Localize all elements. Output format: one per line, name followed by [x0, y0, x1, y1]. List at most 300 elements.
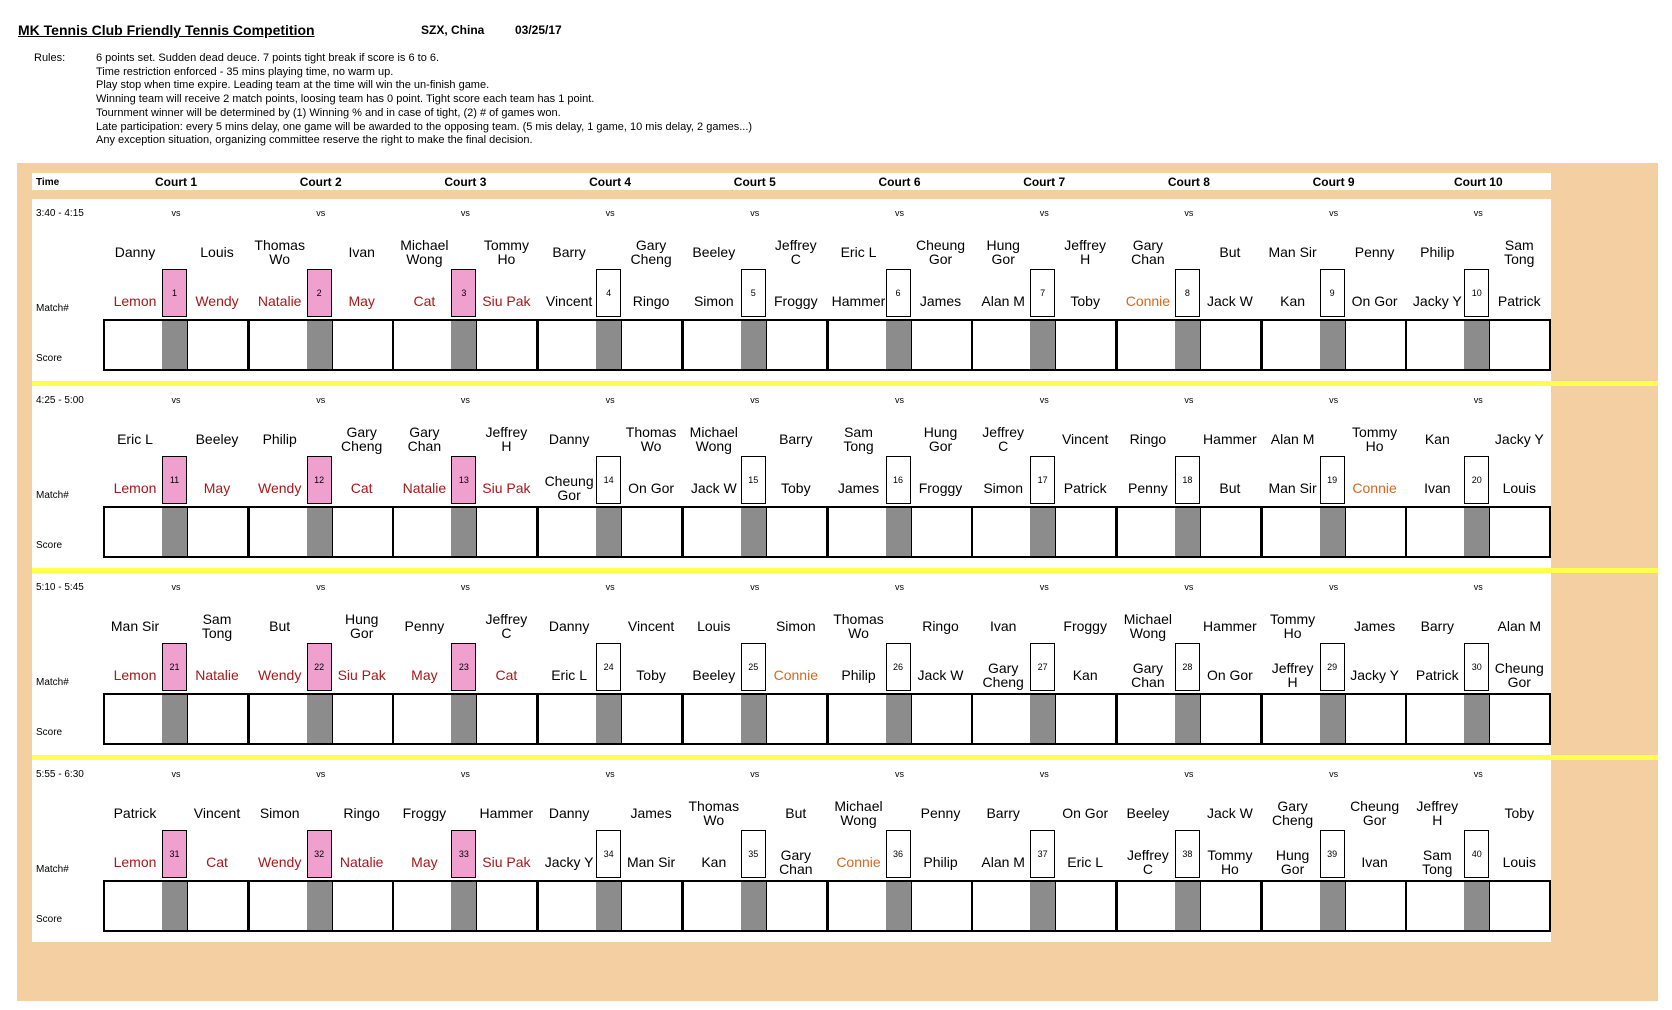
- partner-2: Patrick: [1497, 293, 1541, 309]
- partner-2: Natalie: [339, 854, 384, 870]
- player-1: Thomas Wo: [254, 237, 305, 267]
- score-right-field[interactable]: [476, 695, 537, 743]
- match-cell: [971, 573, 1117, 755]
- player-2: Jeffrey C: [774, 237, 817, 267]
- partner-1: May: [411, 854, 438, 870]
- score-box[interactable]: [1116, 319, 1262, 371]
- score-left-field[interactable]: [394, 508, 452, 556]
- score-box[interactable]: [971, 693, 1117, 745]
- score-box[interactable]: [103, 693, 249, 745]
- score-divider: [162, 695, 187, 743]
- score-box[interactable]: [682, 506, 828, 558]
- match-cell: [392, 760, 538, 942]
- player-2: Simon: [775, 618, 816, 634]
- match-cell: [971, 199, 1117, 381]
- score-right-field[interactable]: [1055, 508, 1116, 556]
- vs-label: vs: [316, 769, 326, 779]
- score-left-field[interactable]: [684, 508, 742, 556]
- score-left-field[interactable]: [250, 695, 308, 743]
- partner-1: Lemon: [113, 480, 157, 496]
- score-box[interactable]: [1116, 693, 1262, 745]
- score-box[interactable]: [1261, 319, 1407, 371]
- rules-label: Rules:: [34, 52, 66, 64]
- vs-label: vs: [316, 208, 326, 218]
- score-right-field[interactable]: [911, 695, 972, 743]
- score-box[interactable]: [537, 506, 683, 558]
- score-left-field[interactable]: [1118, 508, 1176, 556]
- player-2: Tommy Ho: [1352, 424, 1398, 454]
- player-1: Barry: [1420, 618, 1455, 634]
- score-right-field[interactable]: [1055, 321, 1116, 369]
- score-box[interactable]: [1405, 506, 1551, 558]
- score-right-field[interactable]: [332, 508, 393, 556]
- score-divider: [741, 321, 766, 369]
- score-left-field[interactable]: [394, 321, 452, 369]
- score-divider: [307, 695, 332, 743]
- match-number: 33: [451, 830, 476, 878]
- partner-2: Cheung Gor: [1494, 660, 1544, 690]
- match-number: 37: [1030, 830, 1055, 878]
- match-number: 26: [886, 643, 911, 691]
- score-left-field[interactable]: [394, 695, 452, 743]
- score-right-field[interactable]: [1489, 882, 1550, 930]
- match-number-label: Match#: [36, 677, 69, 688]
- score-divider: [1464, 321, 1489, 369]
- score-left-field[interactable]: [1407, 508, 1465, 556]
- vs-label: vs: [605, 208, 615, 218]
- score-box[interactable]: [392, 319, 538, 371]
- match-number-label: Match#: [36, 490, 69, 501]
- match-cell: [103, 386, 249, 568]
- score-right-field[interactable]: [766, 321, 827, 369]
- score-divider: [307, 508, 332, 556]
- rule-line: 6 points set. Sudden dead deuce. 7 points tight break if score is 6 to 6.: [96, 52, 440, 64]
- score-right-field[interactable]: [911, 882, 972, 930]
- score-right-field[interactable]: [1345, 321, 1406, 369]
- match-cell: [1261, 386, 1407, 568]
- score-divider: [162, 508, 187, 556]
- score-right-field[interactable]: [332, 321, 393, 369]
- match-number: 15: [741, 456, 766, 504]
- score-right-field[interactable]: [1055, 882, 1116, 930]
- match-cell: [1116, 386, 1262, 568]
- vs-label: vs: [895, 582, 904, 592]
- match-number: 39: [1320, 830, 1345, 878]
- partner-1: Natalie: [402, 480, 447, 496]
- score-box[interactable]: [971, 319, 1117, 371]
- partner-2: Siu Pak: [482, 293, 531, 309]
- match-number: 35: [741, 830, 766, 878]
- score-left-field[interactable]: [1263, 508, 1321, 556]
- score-left-field[interactable]: [973, 321, 1031, 369]
- score-left-field[interactable]: [105, 321, 163, 369]
- score-right-field[interactable]: [1200, 321, 1261, 369]
- score-right-field[interactable]: [621, 882, 682, 930]
- score-divider: [451, 508, 476, 556]
- score-left-field[interactable]: [829, 321, 887, 369]
- score-divider: [162, 882, 187, 930]
- partner-1: Simon: [983, 480, 1024, 496]
- partner-1: Wendy: [258, 667, 302, 683]
- player-2: James: [630, 805, 672, 821]
- player-1: Penny: [404, 618, 445, 634]
- player-2: Barry: [779, 431, 813, 447]
- match-cell: [1261, 199, 1407, 381]
- match-number: 32: [307, 830, 332, 878]
- score-right-field[interactable]: [476, 508, 537, 556]
- time-slot-value: 3:40 - 4:15: [36, 208, 84, 219]
- page-title: MK Tennis Club Friendly Tennis Competition: [18, 22, 315, 38]
- score-box[interactable]: [392, 693, 538, 745]
- partner-1: Sam Tong: [1422, 847, 1453, 877]
- match-number: 30: [1464, 643, 1489, 691]
- player-2: Jacky Y: [1494, 431, 1544, 447]
- score-left-field[interactable]: [1263, 321, 1321, 369]
- match-cell: [1261, 573, 1407, 755]
- score-right-field[interactable]: [621, 695, 682, 743]
- score-divider: [1320, 321, 1345, 369]
- score-left-field[interactable]: [684, 882, 742, 930]
- match-number: 19: [1320, 456, 1345, 504]
- player-2: Hammer: [1203, 618, 1257, 634]
- score-box[interactable]: [827, 880, 973, 932]
- score-box[interactable]: [537, 319, 683, 371]
- score-right-field[interactable]: [621, 508, 682, 556]
- score-left-field[interactable]: [829, 882, 887, 930]
- score-right-field[interactable]: [1345, 882, 1406, 930]
- rule-line: Time restriction enforced - 35 mins playing time, no warm up.: [96, 65, 394, 78]
- score-divider: [1175, 882, 1200, 930]
- score-right-field[interactable]: [1489, 508, 1550, 556]
- score-divider: [1030, 321, 1055, 369]
- match-cell: [392, 386, 538, 568]
- score-left-field[interactable]: [105, 882, 163, 930]
- vs-label: vs: [895, 769, 904, 779]
- time-slot-value: 5:55 - 6:30: [36, 769, 84, 780]
- vs-label: vs: [1473, 208, 1483, 218]
- score-left-field[interactable]: [1263, 882, 1321, 930]
- score-right-field[interactable]: [187, 695, 248, 743]
- partner-2: May: [203, 480, 231, 496]
- partner-2: Eric L: [1067, 854, 1104, 870]
- score-box[interactable]: [537, 880, 683, 932]
- partner-1: Jacky Y: [1412, 293, 1462, 309]
- score-right-field[interactable]: [911, 508, 972, 556]
- partner-1: Alan M: [981, 293, 1025, 309]
- score-box[interactable]: [1116, 506, 1262, 558]
- player-1: Michael Wong: [689, 424, 738, 454]
- score-divider: [1464, 695, 1489, 743]
- score-divider: [1175, 508, 1200, 556]
- score-box[interactable]: [392, 880, 538, 932]
- player-2: Penny: [920, 805, 961, 821]
- rule-line: Tournment winner will be determined by (1) Winning % and in case of tight, (2) # of games won.: [96, 106, 561, 119]
- score-right-field[interactable]: [1489, 695, 1550, 743]
- player-2: Hung Gor: [923, 424, 958, 454]
- match-cell: [682, 760, 828, 942]
- partner-1: Philip: [841, 667, 876, 683]
- score-box[interactable]: [537, 693, 683, 745]
- vs-label: vs: [605, 582, 615, 592]
- score-divider: [451, 695, 476, 743]
- player-1: Michael Wong: [834, 798, 883, 828]
- score-left-field[interactable]: [1118, 321, 1176, 369]
- score-left-field[interactable]: [973, 882, 1031, 930]
- vs-label: vs: [1184, 208, 1194, 218]
- score-divider: [741, 882, 766, 930]
- partner-1: Hung Gor: [1275, 847, 1310, 877]
- partner-1: Lemon: [113, 854, 157, 870]
- player-1: Barry: [552, 244, 586, 260]
- score-divider: [1320, 882, 1345, 930]
- player-2: Beeley: [195, 431, 239, 447]
- partner-1: Connie: [1125, 293, 1171, 309]
- score-right-field[interactable]: [187, 508, 248, 556]
- score-divider: [1175, 321, 1200, 369]
- score-box[interactable]: [392, 506, 538, 558]
- partner-1: Man Sir: [1268, 480, 1317, 496]
- score-right-field[interactable]: [1200, 695, 1261, 743]
- date-label: 03/25/17: [515, 23, 562, 37]
- partner-2: Jack W: [1206, 293, 1253, 309]
- score-box[interactable]: [248, 319, 394, 371]
- vs-label: vs: [1473, 769, 1483, 779]
- score-right-field[interactable]: [1489, 321, 1550, 369]
- player-1: Gary Chan: [407, 424, 442, 454]
- partner-1: Hammer: [831, 293, 886, 309]
- score-left-field[interactable]: [539, 321, 597, 369]
- court-header: Court 3: [392, 173, 538, 190]
- match-cell: [248, 760, 394, 942]
- match-number: 28: [1175, 643, 1200, 691]
- vs-label: vs: [1329, 582, 1339, 592]
- score-right-field[interactable]: [766, 695, 827, 743]
- score-right-field[interactable]: [332, 882, 393, 930]
- score-left-field[interactable]: [829, 695, 887, 743]
- partner-2: Ringo: [632, 293, 670, 309]
- partner-1: Lemon: [113, 667, 157, 683]
- score-box[interactable]: [971, 880, 1117, 932]
- match-cell: [1116, 760, 1262, 942]
- score-divider: [1320, 695, 1345, 743]
- score-divider: [162, 321, 187, 369]
- score-box[interactable]: [1116, 880, 1262, 932]
- score-right-field[interactable]: [621, 321, 682, 369]
- score-box[interactable]: [682, 693, 828, 745]
- score-right-field[interactable]: [1055, 695, 1116, 743]
- partner-2: Cat: [495, 667, 518, 683]
- score-box[interactable]: [682, 319, 828, 371]
- player-1: Philip: [262, 431, 297, 447]
- match-number: 7: [1030, 269, 1055, 317]
- score-left-field[interactable]: [539, 695, 597, 743]
- score-box[interactable]: [1261, 880, 1407, 932]
- score-divider: [596, 695, 621, 743]
- match-number: 22: [307, 643, 332, 691]
- vs-label: vs: [1184, 769, 1194, 779]
- match-cell: [682, 386, 828, 568]
- match-number: 24: [596, 643, 621, 691]
- match-number: 17: [1030, 456, 1055, 504]
- score-right-field[interactable]: [187, 882, 248, 930]
- score-left-field[interactable]: [1263, 695, 1321, 743]
- match-number: 20: [1464, 456, 1489, 504]
- court-header: Court 2: [248, 173, 394, 190]
- match-cell: [103, 573, 249, 755]
- score-right-field[interactable]: [1200, 508, 1261, 556]
- match-number: 38: [1175, 830, 1200, 878]
- vs-label: vs: [1039, 208, 1049, 218]
- partner-1: Eric L: [551, 667, 587, 683]
- partner-2: Cat: [206, 854, 228, 870]
- partner-2: Wendy: [195, 293, 239, 309]
- score-left-field[interactable]: [105, 508, 163, 556]
- score-box[interactable]: [103, 506, 249, 558]
- score-box[interactable]: [103, 880, 249, 932]
- player-1: Eric L: [840, 244, 877, 260]
- match-cell: [248, 199, 394, 381]
- score-left-field[interactable]: [394, 882, 452, 930]
- partner-1: Cat: [413, 293, 436, 309]
- player-2: Gary Cheng: [630, 237, 672, 267]
- score-left-field[interactable]: [829, 508, 887, 556]
- page-header: [18, 22, 1658, 42]
- court-header: Court 10: [1405, 173, 1551, 190]
- score-right-field[interactable]: [766, 508, 827, 556]
- match-cell: [971, 760, 1117, 942]
- score-left-field[interactable]: [1118, 882, 1176, 930]
- player-1: Alan M: [1270, 431, 1315, 447]
- score-label: Score: [36, 540, 63, 551]
- score-left-field[interactable]: [539, 882, 597, 930]
- score-box[interactable]: [1405, 880, 1551, 932]
- partner-1: Wendy: [258, 854, 302, 870]
- partner-2: Gary Chan: [779, 847, 813, 877]
- score-left-field[interactable]: [1407, 882, 1465, 930]
- score-left-field[interactable]: [250, 321, 308, 369]
- score-right-field[interactable]: [1345, 508, 1406, 556]
- player-1: Kan: [1424, 431, 1450, 447]
- score-left-field[interactable]: [973, 508, 1031, 556]
- match-number: 29: [1320, 643, 1345, 691]
- score-box[interactable]: [1261, 506, 1407, 558]
- partner-2: Ivan: [1361, 854, 1388, 870]
- match-cell: [1405, 199, 1551, 381]
- match-cell: [1261, 760, 1407, 942]
- match-number: 18: [1175, 456, 1200, 504]
- vs-label: vs: [750, 208, 760, 218]
- match-cell: [682, 199, 828, 381]
- partner-2: Natalie: [195, 667, 239, 683]
- score-box[interactable]: [1405, 319, 1551, 371]
- time-slot-label: [32, 760, 112, 942]
- score-left-field[interactable]: [1118, 695, 1176, 743]
- player-1: Beeley: [692, 244, 736, 260]
- vs-label: vs: [1184, 582, 1194, 592]
- score-left-field[interactable]: [973, 695, 1031, 743]
- score-box[interactable]: [682, 880, 828, 932]
- court-header: Court 8: [1116, 173, 1262, 190]
- score-right-field[interactable]: [911, 321, 972, 369]
- score-box[interactable]: [827, 693, 973, 745]
- partner-2: Jacky Y: [1350, 667, 1399, 683]
- score-left-field[interactable]: [105, 695, 163, 743]
- score-right-field[interactable]: [187, 321, 248, 369]
- score-left-field[interactable]: [684, 321, 742, 369]
- score-divider: [307, 882, 332, 930]
- vs-label: vs: [316, 582, 326, 592]
- score-right-field[interactable]: [766, 882, 827, 930]
- score-box[interactable]: [248, 506, 394, 558]
- player-2: Vincent: [1061, 431, 1109, 447]
- score-left-field[interactable]: [250, 508, 308, 556]
- score-box[interactable]: [1405, 693, 1551, 745]
- vs-label: vs: [605, 395, 615, 405]
- partner-1: Jacky Y: [544, 854, 594, 870]
- match-cell: [537, 573, 683, 755]
- score-left-field[interactable]: [539, 508, 597, 556]
- score-label: Score: [36, 914, 63, 925]
- vs-label: vs: [460, 582, 470, 592]
- player-2: Hammer: [479, 805, 534, 821]
- player-1: Thomas Wo: [833, 611, 884, 641]
- player-1: Sam Tong: [843, 424, 874, 454]
- partner-2: Man Sir: [626, 854, 676, 870]
- player-1: Ringo: [1129, 431, 1167, 447]
- vs-label: vs: [1039, 395, 1049, 405]
- partner-1: Gary Cheng: [982, 660, 1024, 690]
- match-cell: [537, 386, 683, 568]
- score-right-field[interactable]: [332, 695, 393, 743]
- score-right-field[interactable]: [1345, 695, 1406, 743]
- vs-label: vs: [750, 395, 760, 405]
- match-number: 25: [741, 643, 766, 691]
- vs-label: vs: [1473, 582, 1483, 592]
- player-2: Hammer: [1203, 431, 1257, 447]
- score-box[interactable]: [103, 319, 249, 371]
- score-left-field[interactable]: [250, 882, 308, 930]
- score-divider: [1030, 882, 1055, 930]
- vs-label: vs: [460, 769, 470, 779]
- score-box[interactable]: [248, 693, 394, 745]
- match-number: 9: [1320, 269, 1345, 317]
- time-column-header: [32, 173, 112, 190]
- player-2: On Gor: [1062, 805, 1109, 821]
- score-left-field[interactable]: [1407, 321, 1465, 369]
- player-1: Philip: [1420, 244, 1455, 260]
- match-number: 8: [1175, 269, 1200, 317]
- score-box[interactable]: [248, 880, 394, 932]
- score-left-field[interactable]: [684, 695, 742, 743]
- rules-list: [96, 52, 752, 148]
- score-box[interactable]: [827, 506, 973, 558]
- match-number: 23: [451, 643, 476, 691]
- player-2: Hung Gor: [344, 611, 379, 641]
- partner-1: Patrick: [1415, 667, 1459, 683]
- score-right-field[interactable]: [476, 882, 537, 930]
- score-left-field[interactable]: [1407, 695, 1465, 743]
- score-right-field[interactable]: [1200, 882, 1261, 930]
- score-box[interactable]: [971, 506, 1117, 558]
- vs-label: vs: [750, 582, 760, 592]
- player-2: Louis: [200, 244, 234, 260]
- score-box[interactable]: [1261, 693, 1407, 745]
- score-box[interactable]: [827, 319, 973, 371]
- score-right-field[interactable]: [476, 321, 537, 369]
- rule-line: Winning team will receive 2 match points, loosing team has 0 point. Tight score each team has 1 point.: [96, 93, 595, 106]
- partner-2: Connie: [773, 667, 818, 683]
- score-divider: [886, 695, 911, 743]
